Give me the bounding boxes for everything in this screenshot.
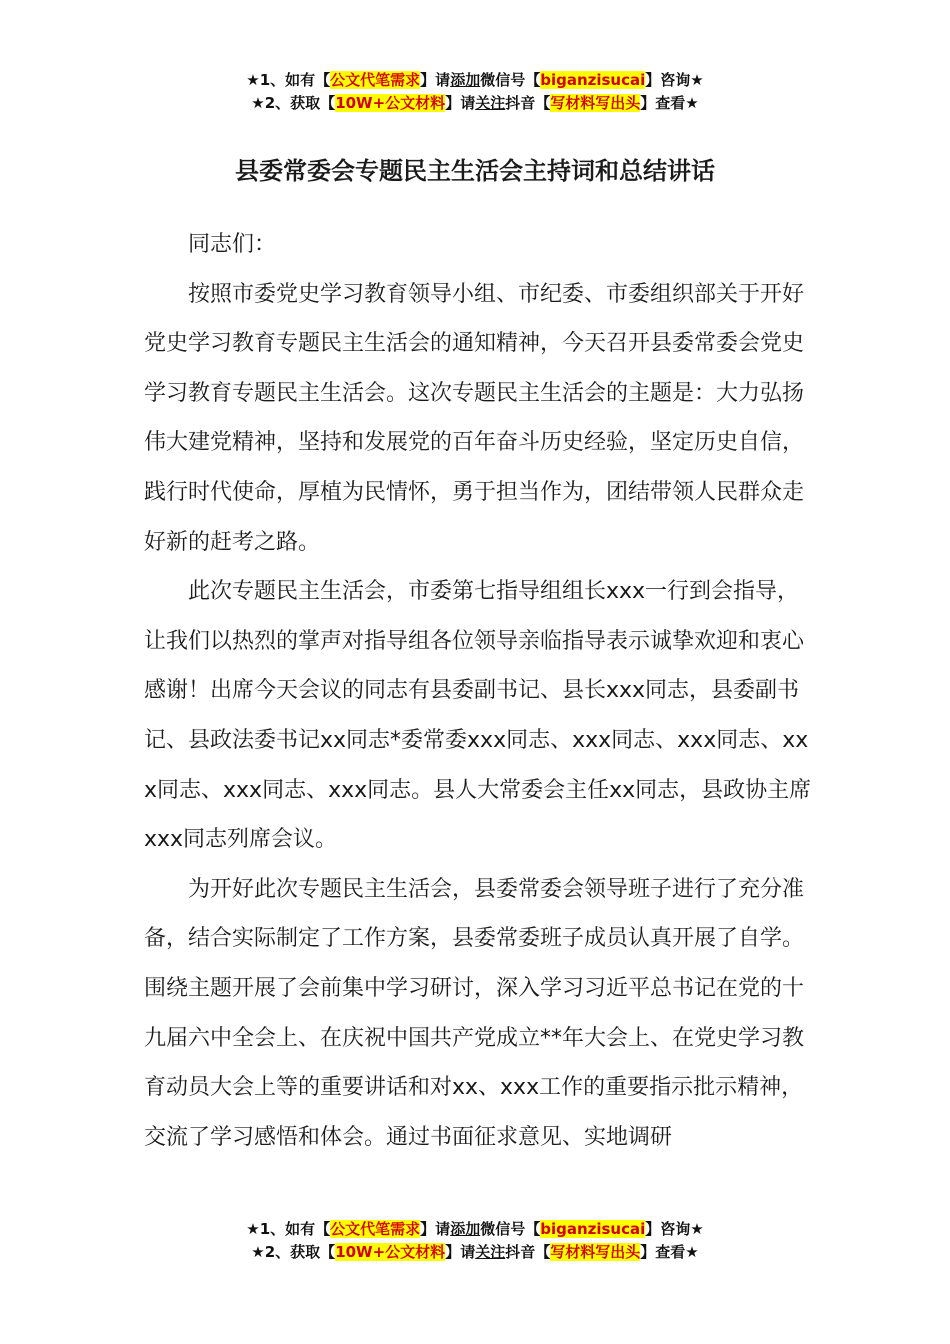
paragraph: 此次专题民主生活会，市委第七指导组组长xxx一行到会指导，让我们以热烈的掌声对指导组各位领导亲临指导表示诚挚欢迎和衷心感谢！出席今天会议的同志有县委副书记、县长xxx同志，县委副书记、县政法委书记xx同志*委常委xxx同志、xxx同志、xxx同志、xxx同志、xxx同志、xxx同志。县人大常委会主任xx同志，县政协主席xxx同志列席会议。 bbox=[144, 579, 812, 853]
banner-underline: 关注 bbox=[475, 94, 506, 112]
banner-text: 】请 bbox=[420, 71, 451, 89]
banner-highlight: biganzisucai bbox=[540, 1220, 646, 1238]
banner-text: 微信号【 bbox=[480, 71, 541, 89]
banner-highlight: 写材料写出头 bbox=[550, 94, 641, 112]
banner-underline: 添加 bbox=[450, 71, 481, 89]
banner-text: 】请 bbox=[420, 1220, 451, 1238]
banner-text: 】请 bbox=[445, 1243, 476, 1261]
banner-text: ★1、如有【 bbox=[246, 1220, 331, 1238]
banner-text: 】查看★ bbox=[640, 1243, 699, 1261]
banner-underline: 添加 bbox=[450, 1220, 481, 1238]
banner-text: 抖音【 bbox=[505, 1243, 551, 1261]
banner-text: 】咨询★ bbox=[645, 71, 704, 89]
banner-line-1 bbox=[0, 69, 950, 92]
banner-text: 】请 bbox=[445, 94, 476, 112]
banner-line-2 bbox=[0, 1241, 950, 1264]
document-body bbox=[144, 220, 816, 1162]
header-banner bbox=[0, 69, 950, 115]
banner-highlight: 10W+公文材料 bbox=[335, 1243, 446, 1261]
banner-text: ★2、获取【 bbox=[251, 94, 336, 112]
paragraph: 为开好此次专题民主生活会，县委常委会领导班子进行了充分准备，结合实际制定了工作方案，县委常委班子成员认真开展了自学。围绕主题开展了会前集中学习研讨，深入学习习近平总书记在党的十九届六中全会上、在庆祝中国共产党成立**年大会上、在党史学习教育动员大会上等的重要讲话和对xx、xxx工作的重要指示批示精神，交流了学习感悟和体会。通过书面征求意见、实地调研 bbox=[144, 876, 805, 1150]
banner-underline: 关注 bbox=[475, 1243, 506, 1261]
banner-highlight: biganzisucai bbox=[540, 71, 646, 89]
footer-banner bbox=[0, 1218, 950, 1264]
banner-highlight: 10W+公文材料 bbox=[335, 94, 446, 112]
banner-line-1 bbox=[0, 1218, 950, 1241]
banner-text: 微信号【 bbox=[480, 1220, 541, 1238]
banner-text: ★2、获取【 bbox=[251, 1243, 336, 1261]
banner-text: ★1、如有【 bbox=[246, 71, 331, 89]
banner-text: 】查看★ bbox=[640, 94, 699, 112]
banner-text: 】咨询★ bbox=[645, 1220, 704, 1238]
banner-highlight: 写材料写出头 bbox=[550, 1243, 641, 1261]
document-title: 县委常委会专题民主生活会主持词和总结讲话 bbox=[235, 157, 715, 185]
banner-line-2 bbox=[0, 92, 950, 115]
paragraph-salutation: 同志们： bbox=[188, 232, 277, 257]
paragraph: 按照市委党史学习教育领导小组、市纪委、市委组织部关于开好党史学习教育专题民主生活会的通知精神，今天召开县委常委会党史学习教育专题民主生活会。这次专题民主生活会的主题是：大力弘扬伟大建党精神，坚持和发展党的百年奋斗历史经验，坚定历史自信，践行时代使命，厚植为民情怀，勇于担当作为，团结带领人民群众走好新的赶考之路。 bbox=[144, 281, 805, 555]
banner-highlight: 公文代笔需求 bbox=[330, 1220, 421, 1238]
banner-text: 抖音【 bbox=[505, 94, 551, 112]
banner-highlight: 公文代笔需求 bbox=[330, 71, 421, 89]
